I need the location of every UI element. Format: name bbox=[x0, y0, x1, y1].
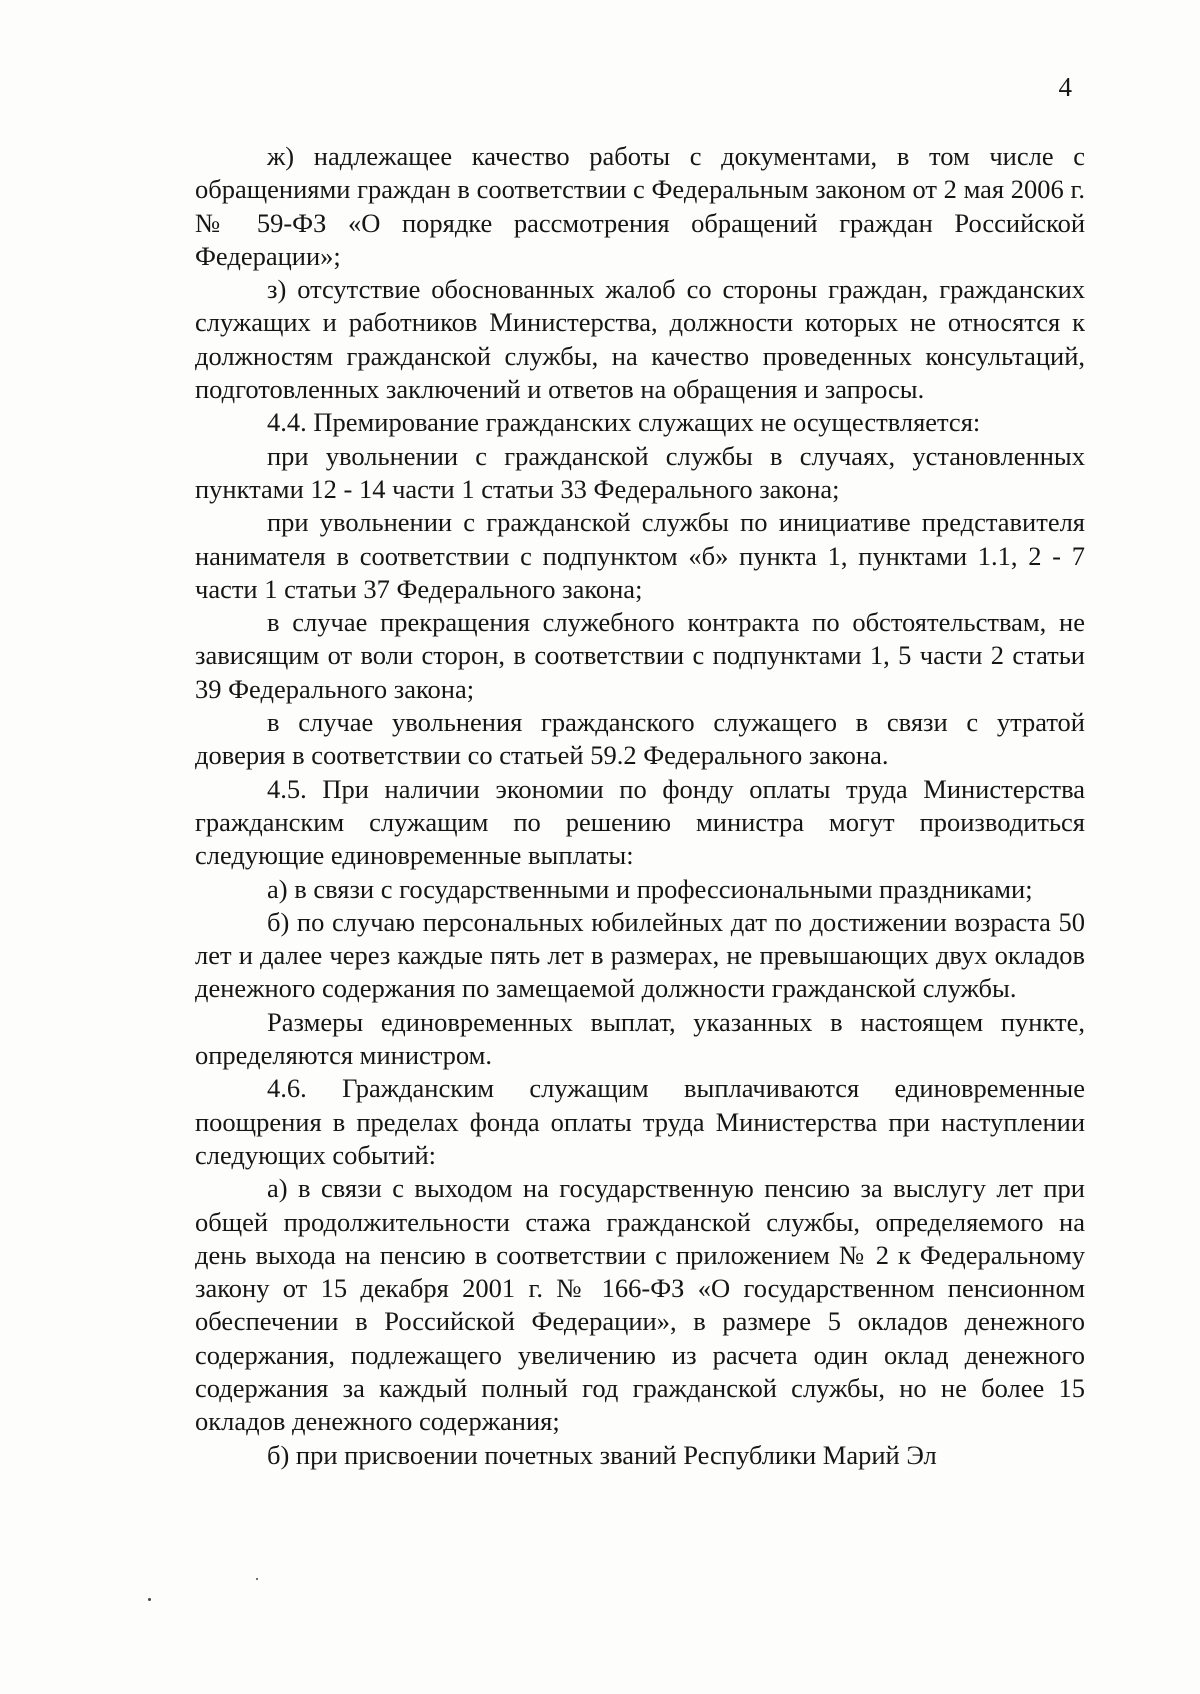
paragraph-4-4: 4.4. Премирование гражданских служащих не осуществляется: bbox=[267, 407, 981, 438]
paragraph-zh: ж) надлежащее качество работы с документами, в том числе с обращениями граждан в соответствии с Федеральным законом от 2 мая 2006 г. № 59-ФЗ «О порядке рассмотрения обращений граждан Российской Федерации»; bbox=[195, 141, 1085, 271]
paragraph-4-5-sizes: Размеры единовременных выплат, указанных в настоящем пункте, определяются министром. bbox=[195, 1006, 1085, 1071]
paragraph-4-6-b: б) при присвоении почетных званий Республики Марий Эл bbox=[267, 1439, 937, 1470]
paragraph-4-5: 4.5. При наличии экономии по фонду оплаты труда Министерства гражданским служащим по решению министра могут производиться следующие единовременные выплаты: bbox=[195, 773, 1085, 871]
document-body bbox=[195, 140, 1085, 1472]
paragraph-4-4-item-2: при увольнении с гражданской службы по инициативе представителя нанимателя в соответствии с подпунктом «б» пункта 1, пунктами 1.1, 2 - 7 части 1 статьи 37 Федерального закона; bbox=[195, 507, 1085, 604]
paragraph-4-6: 4.6. Гражданским служащим выплачиваются единовременные поощрения в пределах фонда оплаты труда Министерства при наступлении следующих событий: bbox=[195, 1073, 1085, 1170]
paragraph-z: з) отсутствие обоснованных жалоб со стороны граждан, гражданских служащих и работников Министерства, должности которых не относятся к должностям гражданской службы, на качество проведенных консультаций, подготовленных заключений и ответов на обращения и запросы. bbox=[195, 274, 1085, 405]
paragraph-4-4-item-1: при увольнении с гражданской службы в случаях, установленных пунктами 12 - 14 части 1 статьи 33 Федерального закона; bbox=[195, 440, 1085, 504]
page-number: 4 bbox=[1058, 72, 1072, 102]
paragraph-4-6-a: а) в связи с выходом на государственную пенсию за выслугу лет при общей продолжительности стажа гражданской службы, определяемого на день выхода на пенсию в соответствии с приложением № 2 к Федеральному закону от 15 декабря 2001 г. № 166-ФЗ «О государственном пенсионном обеспечении в Российской Федерации», в размере 5 окладов денежного содержания, подлежащего увеличению из расчета один оклад денежного содержания за каждый полный год гражданской службы, но не более 15 окладов денежного содержания; bbox=[195, 1173, 1085, 1437]
scan-speck bbox=[148, 1598, 151, 1601]
paragraph-4-5-a: а) в связи с государственными и профессиональными праздниками; bbox=[267, 873, 1033, 904]
scan-speck bbox=[256, 1578, 258, 1580]
paragraph-4-5-b: б) по случаю персональных юбилейных дат по достижении возраста 50 лет и далее через каждые пять лет в размерах, не превышающих двух окладов денежного содержания по замещаемой должности гражданской службы. bbox=[195, 906, 1085, 1004]
paragraph-4-4-item-4: в случае увольнения гражданского служащего в связи с утратой доверия в соответствии со статьей 59.2 Федерального закона. bbox=[195, 707, 1085, 771]
paragraph-4-4-item-3: в случае прекращения служебного контракта по обстоятельствам, не зависящим от воли сторон, в соответствии с подпунктами 1, 5 части 2 статьи 39 Федерального закона; bbox=[195, 607, 1085, 704]
